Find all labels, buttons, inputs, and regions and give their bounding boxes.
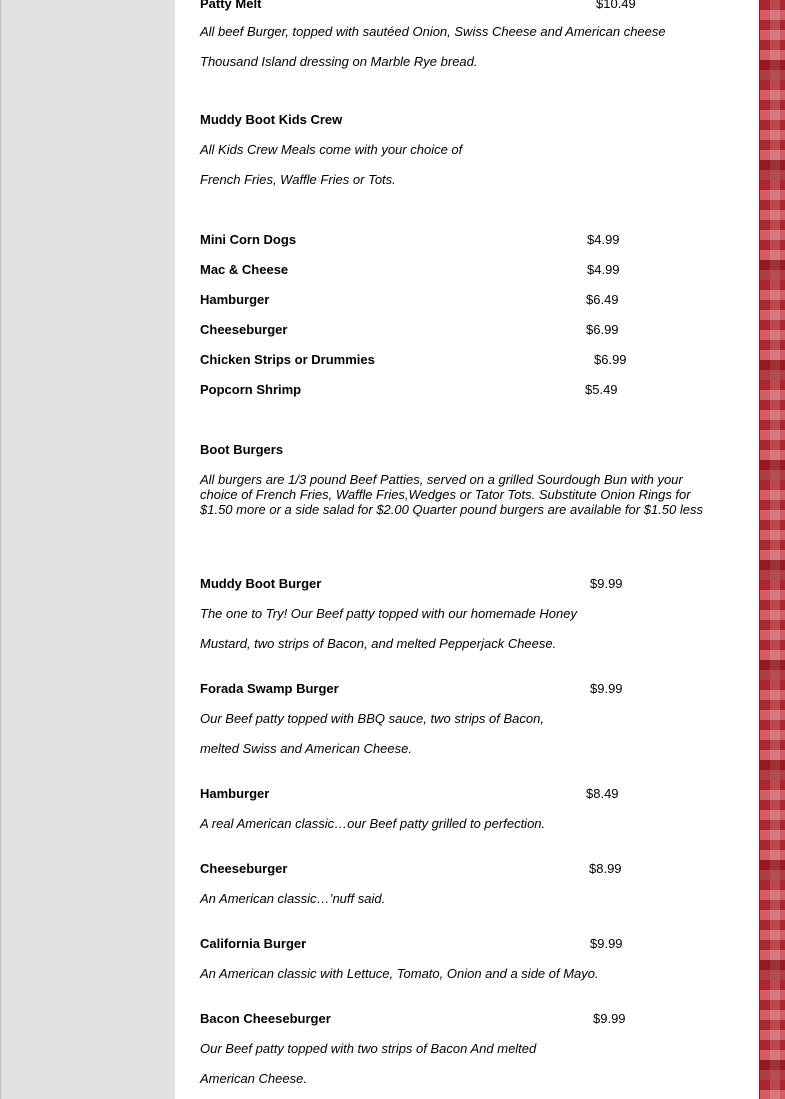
kids-item-price: $4.99 [587,232,620,247]
burger-price: $9.99 [590,576,623,591]
section-intro: All burgers are 1/3 pound Beef Patties, served on a grilled Sourdough Bun with your choice of French Fries, Waffle Fries,Wedges or Tator Tots. Substitute Onion Rings for $1.50 more or a side salad for $2.00 Quarter pound burgers are available for $1.50 less [200,472,703,517]
burger-description: Mustard, two strips of Bacon, and melted Pepperjack Cheese. [200,636,557,651]
section-intro: French Fries, Waffle Fries or Tots. [200,172,396,187]
left-border-line [0,0,1,1099]
section-intro: All Kids Crew Meals come with your choice of [200,142,463,157]
burger-name: California Burger [200,936,307,951]
item-price: $10.49 [596,0,636,11]
kids-item-name: Mac & Cheese [200,262,289,277]
burger-description: An American classic with Lettuce, Tomato, Onion and a side of Mayo. [200,966,599,981]
burger-name: Muddy Boot Burger [200,576,322,591]
kids-item-name: Mini Corn Dogs [200,232,297,247]
burger-price: $8.99 [589,861,622,876]
item-name: Patty Melt [200,0,262,11]
kids-item-name: Chicken Strips or Drummies [200,352,375,367]
burger-description: A real American classic…our Beef patty grilled to perfection. [200,816,546,831]
burger-price: $8.49 [586,786,619,801]
burger-price: $9.99 [593,1011,626,1026]
burger-description: The one to Try! Our Beef patty topped with our homemade Honey [200,606,577,621]
kids-item-price: $5.49 [585,382,618,397]
burger-name: Cheeseburger [200,861,288,876]
burger-name: Hamburger [200,786,270,801]
item-description: Thousand Island dressing on Marble Rye bread. [200,54,478,69]
kids-item-price: $6.99 [594,352,627,367]
item-description: All beef Burger, topped with sautéed Onion, Swiss Cheese and American cheese [200,24,666,39]
burger-name: Bacon Cheeseburger [200,1011,331,1026]
kids-item-name: Hamburger [200,292,270,307]
section-heading: Muddy Boot Kids Crew [200,112,343,127]
burger-description: Our Beef patty topped with BBQ sauce, two strips of Bacon, [200,711,544,726]
burger-description: Our Beef patty topped with two strips of Bacon And melted [200,1041,537,1056]
menu-page [175,0,759,1099]
kids-item-name: Cheeseburger [200,322,288,337]
burger-description: melted Swiss and American Cheese. [200,741,412,756]
kids-item-price: $6.99 [586,322,619,337]
section-heading: Boot Burgers [200,442,284,457]
kids-item-name: Popcorn Shrimp [200,382,302,397]
burger-description: American Cheese. [200,1071,307,1086]
burger-price: $9.99 [590,681,623,696]
kids-item-price: $4.99 [587,262,620,277]
burger-name: Forada Swamp Burger [200,681,339,696]
kids-item-price: $6.49 [586,292,619,307]
red-checkered-border [759,0,785,1099]
burger-description: An American classic…’nuff said. [200,891,386,906]
burger-price: $9.99 [590,936,623,951]
